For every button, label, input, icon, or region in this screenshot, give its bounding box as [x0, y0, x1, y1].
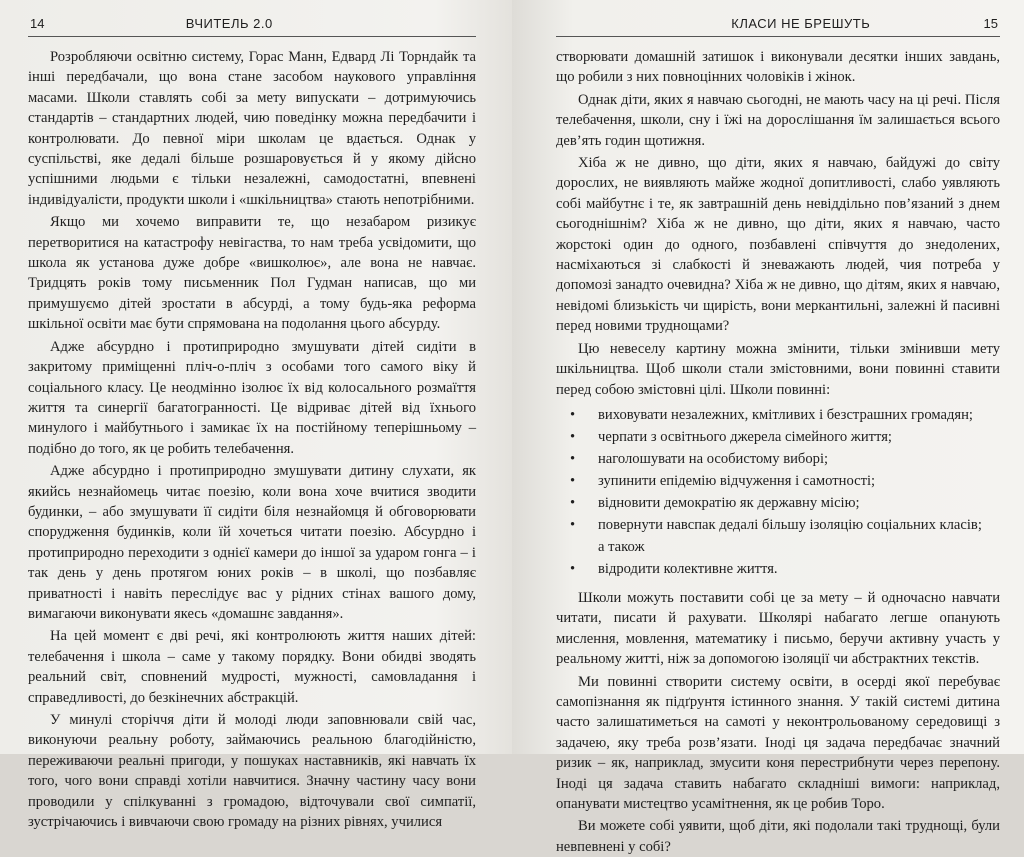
- paragraph: Ми повинні створити систему освіти, в осерді якої перебуває самопізнання як підґрунтя істинного знання. У такій системі дитина часто залишатиметься на самоті у неконтрольованому середовищі з задачею, яку треба розв’язати. Іноді ця задача передбачає значний ризик – як, наприклад, змусити коня перестрибнути через перепону. Іноді ця задача ставить набагато складніші вимоги: наприклад, опанувати мистецтво усамітнення, як це робив Торо.: [556, 673, 1000, 812]
- paragraph: Школи можуть поставити собі це за мету – й одночасно навчати читати, писати й рахувати. Школярі набагато легше опанують мислення, мовлення, математику і письмо, беручи активну участь у реальному житті, ніж за допомогою ізоляції чи абстрактних текстів.: [556, 589, 1000, 668]
- paragraph: У минулі сторіччя діти й молоді люди заповнювали свій час, виконуючи реальну роботу, займаючись реальною благодійністю, переживаючи реальні пригоди, у пошуках наставників, які навчать їх того, чого вони справді хотіли навчитися. Значну частину часу вони проводили у спілкуванні з громадою, відточували свої симпатії, зустрічаючись і вивчаючи свою громаду на різних рівнях, училися: [28, 712, 476, 831]
- list-item-text: відновити демократію як державну місію;: [598, 494, 860, 511]
- paragraph: Адже абсурдно і протиприродно змушувати дітей сидіти в закритому приміщенні пліч-о-пліч з особами того самого віку й соціального класу. Це неодмінно ізолює їх від колосального розмаїття життя та синергії багатогранності. Це відриває дітей від їхнього минулого і майбутнього і замикає їх на постійному теперішньому – подібно до того, як це робить телебачення.: [28, 338, 476, 457]
- bullet-icon: •: [570, 450, 576, 467]
- left-page: [0, 0, 512, 831]
- paragraph: Якщо ми хочемо виправити те, що незабаром ризикує перетворитися на катастрофу невігаства, то нам треба усвідомити, що школа як установа дуже добре «вишколює», але вона не навчає. Тридцять років тому письменник Пол Гудман написав, що ми примушуємо дітей зростати в абсурді, а тому будь-яка реформа шкільної освіти має бути спрямована на подолання цього абсурду.: [28, 214, 476, 333]
- list-item: [570, 492, 1000, 514]
- paragraph: Цю невеселу картину можна змінити, тільки змінивши мету шкільництва. Щоб школи стали змістовними, вони повинні ставити перед собою змістовні цілі. Школи повинні:: [556, 340, 1000, 398]
- left-body-text: [28, 47, 476, 832]
- paragraph: Ви можете собі уявити, щоб діти, які подолали такі труднощі, були невпевнені у собі?: [556, 818, 1000, 855]
- right-header-title: КЛАСИ НЕ БРЕШУТЬ: [731, 16, 871, 31]
- list-item: [570, 514, 1000, 536]
- right-running-header: [556, 16, 1000, 37]
- list-item-text: наголошувати на особистому виборі;: [598, 450, 829, 467]
- paragraph: Хіба ж не дивно, що діти, яких я навчаю, байдужі до світу дорослих, не виявляють майже жодної допитливості, слабо уявляють собі майбутнє і те, як завтрашній день невіддільно пов’язаний з днем сьогоднішнім? Хіба ж не дивно, що діти, яких я навчаю, часто жорстокі один до одного, позбавлені співчуття до знедолених, насміхаються зі слабкості й зневажають людей, чия потреба у допомозі занадто очевидна? Хіба ж не дивно, що дітям, яких я навчаю, невідомі близькість чи щирість, вони меркантильні, залежні й пасивні перед новими труднощами?: [556, 155, 1000, 335]
- paragraph: Однак діти, яких я навчаю сьогодні, не мають часу на ці речі. Після телебачення, школи, сну і їжі на дорослішання їм залишається всього дев’ять годин щотижня.: [556, 91, 1000, 149]
- right-body-text: [556, 47, 1000, 857]
- bullet-icon: •: [570, 472, 576, 489]
- right-page-number: 15: [983, 16, 998, 31]
- list-item: [570, 448, 1000, 470]
- left-page-number: 14: [30, 16, 45, 31]
- bullet-icon: •: [570, 428, 576, 445]
- paragraph: Розробляючи освітню систему, Горас Манн, Едвард Лі Торндайк та інші передбачали, що вона стане засобом наукового управління масами. Школи ставлять собі за мету випускати – дотримуючись стандартів – стандартних людей, чию поведінку можна передбачити і контролювати. До певної міри школам це вдається. Однак у суспільстві, яке дедалі більше розшаровується й у якому дійсно успішними людьми є тільки незалежні, самодостатні, впевнені індивідуалісти, продукти школи і «шкільництва» стають непотрібними.: [28, 49, 476, 208]
- bullet-icon: •: [570, 516, 576, 533]
- list-item: [570, 426, 1000, 448]
- bullet-icon: •: [570, 406, 576, 423]
- list-item-text: повернути навспак дедалі більшу ізоляцію соціальних класів;: [598, 516, 982, 533]
- paragraph: Адже абсурдно і протиприродно змушувати дитину слухати, як якийсь незнайомець читає поезію, коли вона хоче вчитися зводити будинки, – або змушувати її сидіти біля незнайомця й обговорювати спорудження будинків, коли їй хочеться читати поезію. Абсурдно і протиприродно переходити з однієї камери до іншої за ударом гонга – і так день у день протягом юних років – в школі, що позбавляє приватності і навіть переслідує вас у рідних стінах вашого дому, вимагаючи виконувати якесь «домашнє завдання».: [28, 463, 476, 622]
- list-item: [570, 470, 1000, 492]
- list-item-text: виховувати незалежних, кмітливих і безстрашних громадян;: [598, 406, 973, 423]
- list-item-text: черпати з освітнього джерела сімейного життя;: [598, 428, 892, 445]
- list-item-text: зупинити епідемію відчуження і самотності;: [598, 472, 876, 489]
- left-header-title: ВЧИТЕЛЬ 2.0: [185, 16, 273, 31]
- bullet-icon: •: [570, 560, 576, 577]
- list-item: [570, 558, 1000, 580]
- paragraph: На цей момент є дві речі, які контролюють життя наших дітей: телебачення і школа – саме у такому порядку. Вони обидві зводять реальний світ, сповнений мудрості, мужності, самовладання і справедливості, до безкінечних абстракцій.: [28, 628, 476, 706]
- right-page: [512, 0, 1024, 855]
- paragraph: створювати домашній затишок і виконували десятки інших завдань, що робили з них повноцінних чоловіків і жінок.: [556, 49, 1000, 86]
- left-running-header: [28, 16, 476, 37]
- list-item: [570, 536, 1000, 558]
- list-item-text: відродити колективне життя.: [598, 560, 778, 577]
- list-item-text: а також: [598, 538, 645, 555]
- goals-list: [570, 404, 1000, 580]
- list-item: [570, 404, 1000, 426]
- bullet-icon: •: [570, 494, 576, 511]
